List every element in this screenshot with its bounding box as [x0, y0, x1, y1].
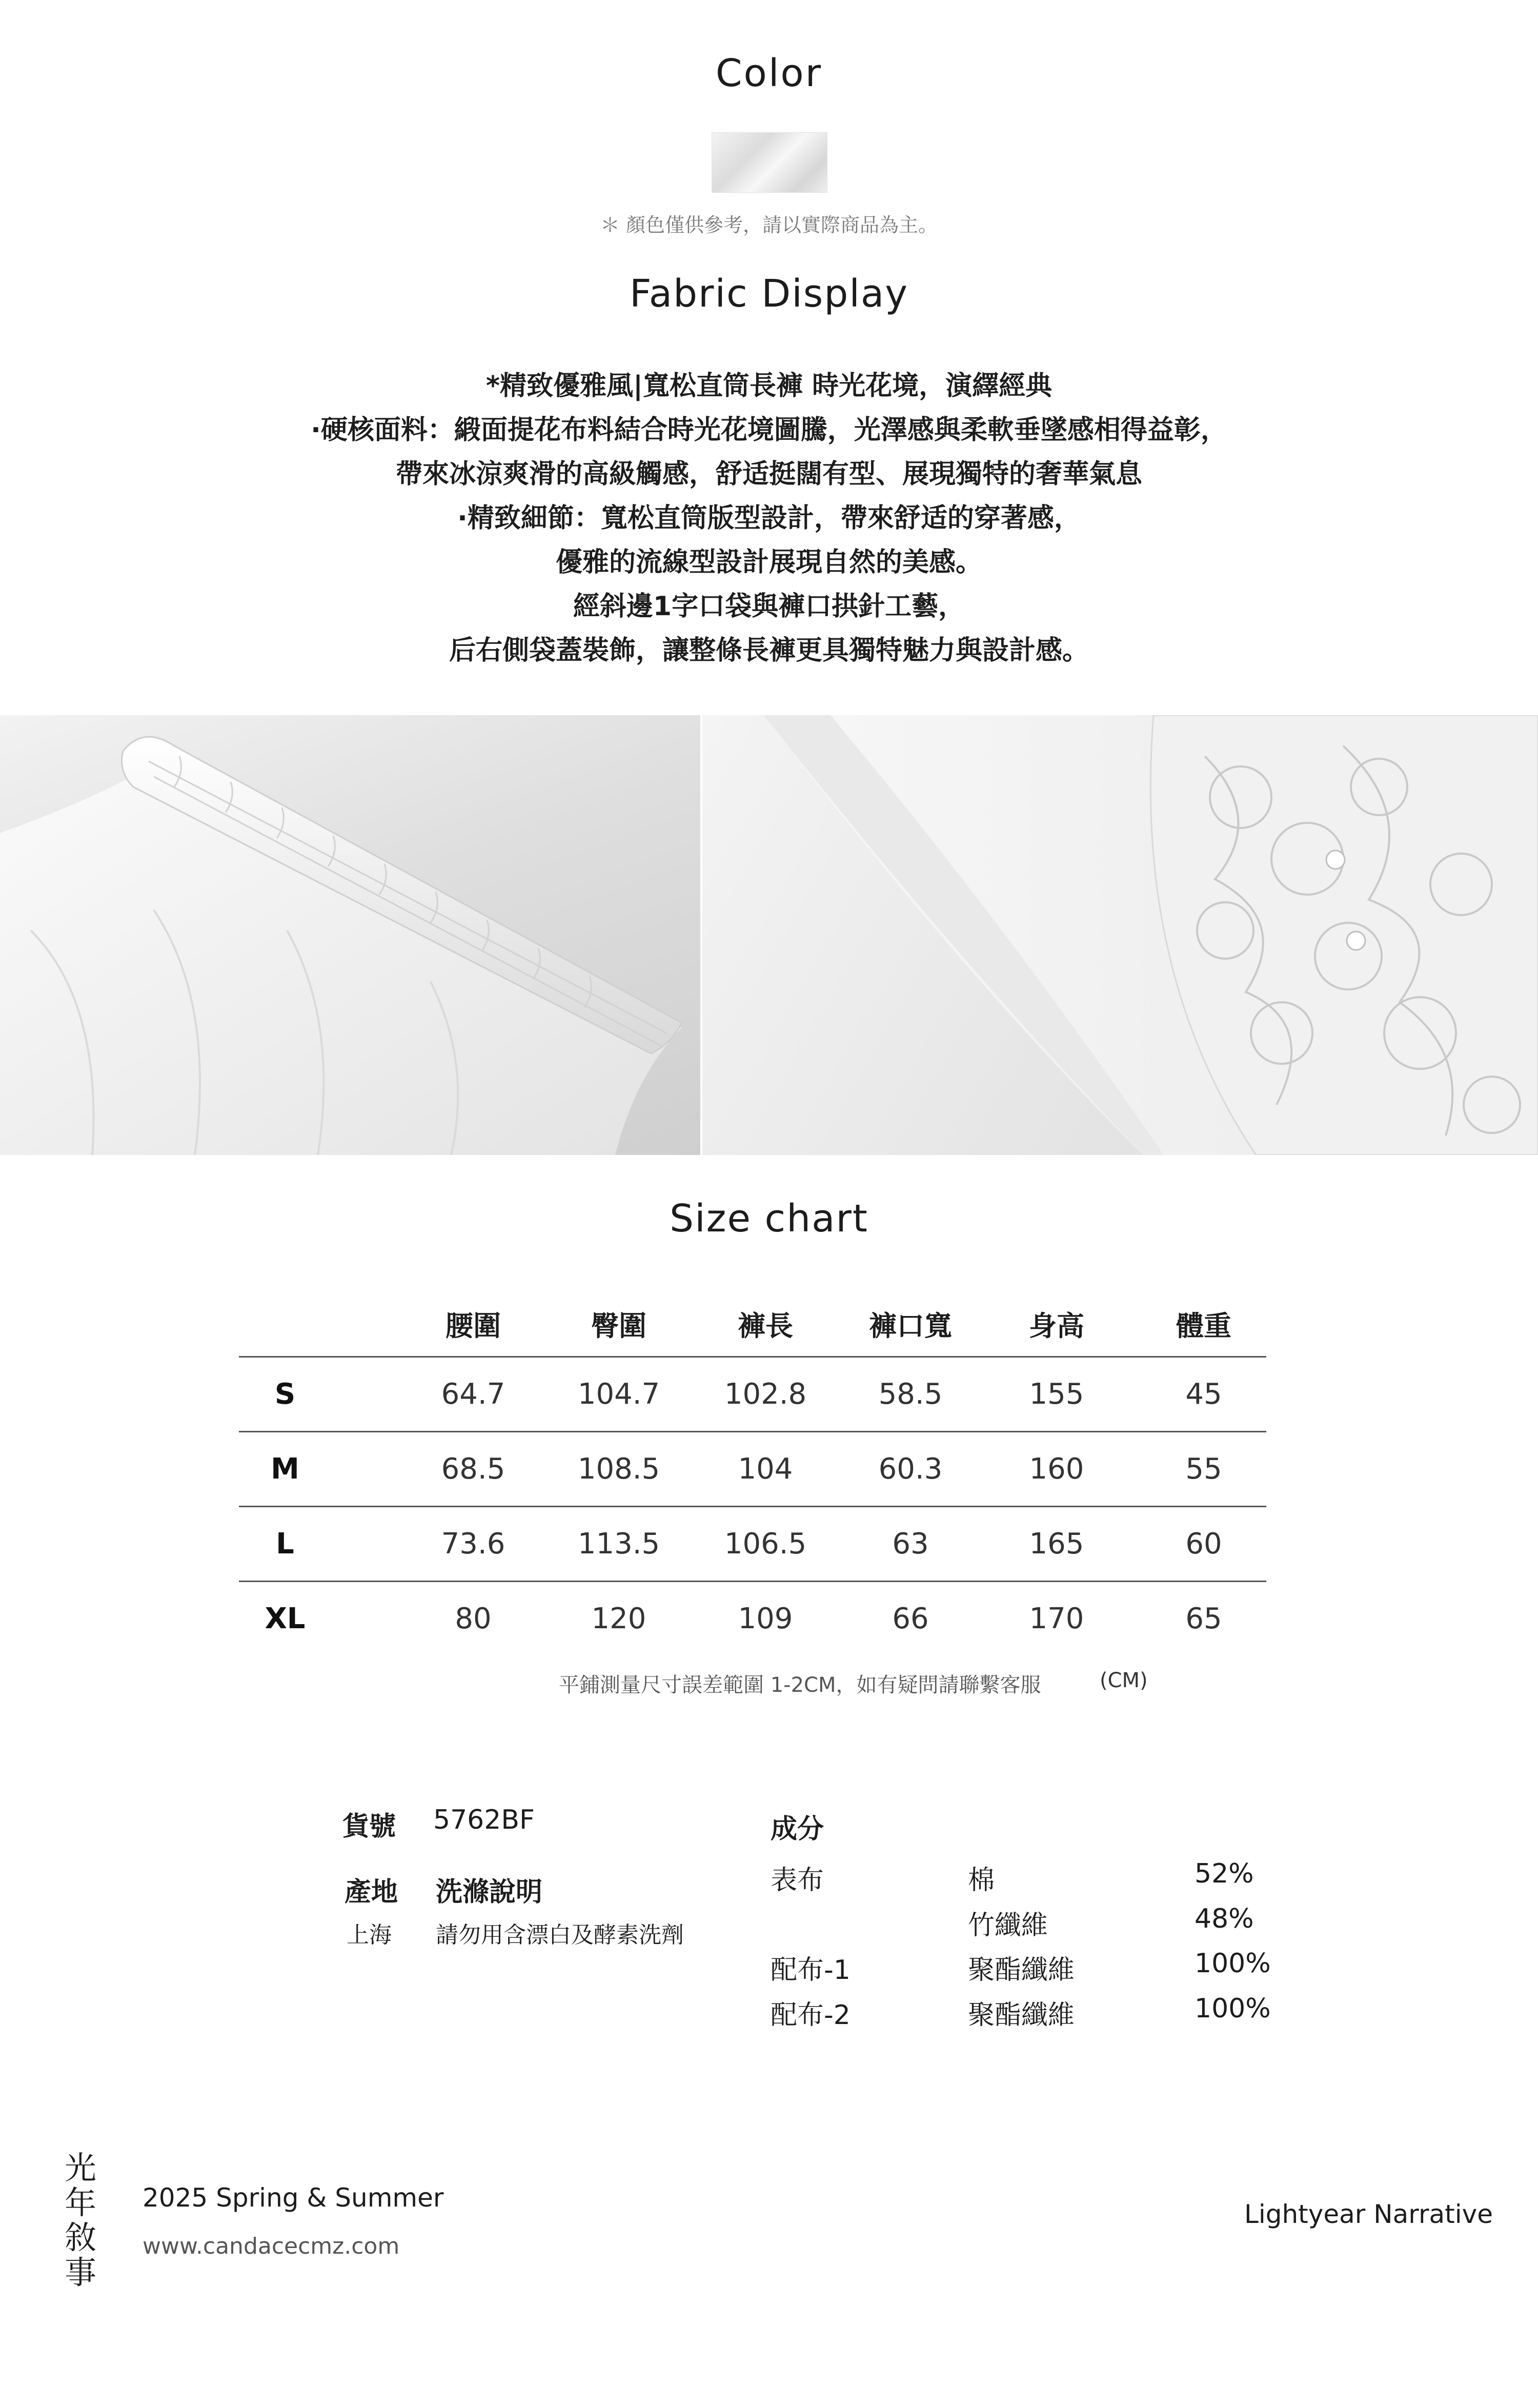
table-cell: 106.5 [724, 1527, 807, 1561]
table-cell: 170 [1029, 1602, 1084, 1635]
size-label: S [274, 1378, 296, 1411]
table-row [239, 1432, 1266, 1507]
item-no-label: 貨號 [342, 1811, 396, 1842]
table-cell: 165 [1029, 1527, 1084, 1561]
header-leg-opening: 褲口寬 [869, 1310, 952, 1342]
fabric-title: Fabric Display [629, 272, 909, 316]
fabric-line: ·精致細節：寬松直筒版型設計，帶來舒适的穿著感， [457, 503, 1081, 534]
season-label: 2025 Spring & Summer [143, 2183, 444, 2213]
header-hip: 臀圍 [591, 1310, 646, 1342]
size-note: 平鋪測量尺寸誤差範圍 1-2CM，如有疑問請聯繫客服 [559, 1673, 1041, 1697]
table-row [239, 1358, 1266, 1432]
table-cell: 45 [1185, 1378, 1222, 1411]
waistband-illustration [0, 715, 700, 1155]
header-height: 身高 [1029, 1310, 1084, 1342]
table-cell: 155 [1029, 1378, 1084, 1411]
size-label: M [271, 1452, 299, 1486]
color-swatch-white[interactable] [712, 132, 827, 193]
table-cell: 60 [1185, 1527, 1222, 1561]
size-unit: (CM) [1100, 1669, 1148, 1692]
brand-char: 事 [64, 2254, 96, 2291]
fabric-line: 后右側袋蓋裝飾，讓整條長褲更具獨特魅力與設計感。 [449, 635, 1089, 666]
table-cell: 104.7 [577, 1378, 660, 1411]
size-chart-title: Size chart [670, 1197, 868, 1241]
composition-percent: 48% [1195, 1904, 1254, 1934]
table-cell: 108.5 [577, 1452, 660, 1486]
table-cell: 102.8 [724, 1378, 807, 1411]
header-weight: 體重 [1176, 1310, 1231, 1342]
table-cell: 66 [892, 1602, 929, 1635]
fabric-description [0, 364, 1538, 673]
lace-detail-photo [702, 715, 1538, 1155]
composition-percent: 100% [1195, 1948, 1271, 1979]
brand-char: 年 [64, 2184, 96, 2221]
composition-label: 成分 [771, 1814, 824, 1845]
origin-value: 上海 [347, 1922, 392, 1948]
fabric-line: 帶來冰涼爽滑的高級觸感，舒适挺闊有型、展現獨特的奢華氣息 [395, 459, 1142, 490]
composition-material: 竹纖維 [968, 1910, 1048, 1941]
color-note: ＊ 顏色僅供參考，請以實際商品為主。 [600, 214, 938, 236]
table-cell: 120 [591, 1602, 646, 1635]
table-cell: 80 [455, 1602, 492, 1635]
table-cell: 104 [738, 1452, 793, 1486]
brand-char: 光 [64, 2149, 96, 2187]
composition-material: 聚酯纖維 [968, 2000, 1075, 2031]
composition-percent: 52% [1195, 1858, 1254, 1889]
fabric-line: ·硬核面料：緞面提花布料結合時光花境圖騰，光澤感與柔軟垂墜感相得益彰， [311, 415, 1227, 446]
table-cell: 63 [892, 1527, 929, 1561]
composition-part: 表布 [771, 1865, 824, 1896]
size-table [239, 1292, 1266, 1655]
lace-illustration [702, 715, 1538, 1155]
table-cell: 68.5 [441, 1452, 505, 1486]
waistband-photo [0, 715, 700, 1155]
fabric-line: 經斜邊1字口袋與褲口拱針工藝， [573, 591, 965, 622]
size-label: L [276, 1527, 294, 1561]
table-cell: 64.7 [441, 1378, 505, 1411]
table-cell: 55 [1185, 1452, 1222, 1486]
table-cell: 160 [1029, 1452, 1084, 1486]
table-cell: 113.5 [577, 1527, 660, 1561]
table-cell: 73.6 [441, 1527, 505, 1561]
size-table-header [239, 1292, 1266, 1358]
composition-percent: 100% [1195, 1993, 1271, 2024]
composition-material: 棉 [968, 1865, 995, 1896]
fabric-line: 優雅的流線型設計展現自然的美感。 [555, 547, 982, 578]
website-link[interactable]: www.candacecmz.com [143, 2233, 400, 2259]
composition-part: 配布-2 [771, 2000, 851, 2031]
item-no-value: 5762BF [433, 1805, 535, 1835]
brand-logo-vertical [63, 2151, 98, 2290]
care-value: 請勿用含漂白及酵素洗劑 [436, 1922, 684, 1948]
care-label: 洗滌說明 [436, 1877, 543, 1908]
composition-part: 配布-1 [771, 1955, 851, 1986]
brand-char: 敘 [64, 2219, 96, 2256]
fabric-line: *精致優雅風|寬松直筒長褲 時光花境，演繹經典 [485, 371, 1053, 401]
composition-material: 聚酯纖維 [968, 1955, 1075, 1986]
size-label: XL [265, 1602, 306, 1635]
table-cell: 60.3 [878, 1452, 943, 1486]
table-cell: 58.5 [878, 1378, 943, 1411]
brand-name-en: Lightyear Narrative [1244, 2199, 1493, 2229]
header-waist: 腰圍 [446, 1310, 501, 1342]
table-cell: 109 [738, 1602, 793, 1635]
table-row [239, 1507, 1266, 1582]
table-row [239, 1582, 1266, 1655]
header-length: 褲長 [738, 1310, 793, 1342]
table-cell: 65 [1185, 1602, 1222, 1635]
color-title: Color [715, 51, 823, 95]
origin-label: 產地 [345, 1877, 398, 1908]
